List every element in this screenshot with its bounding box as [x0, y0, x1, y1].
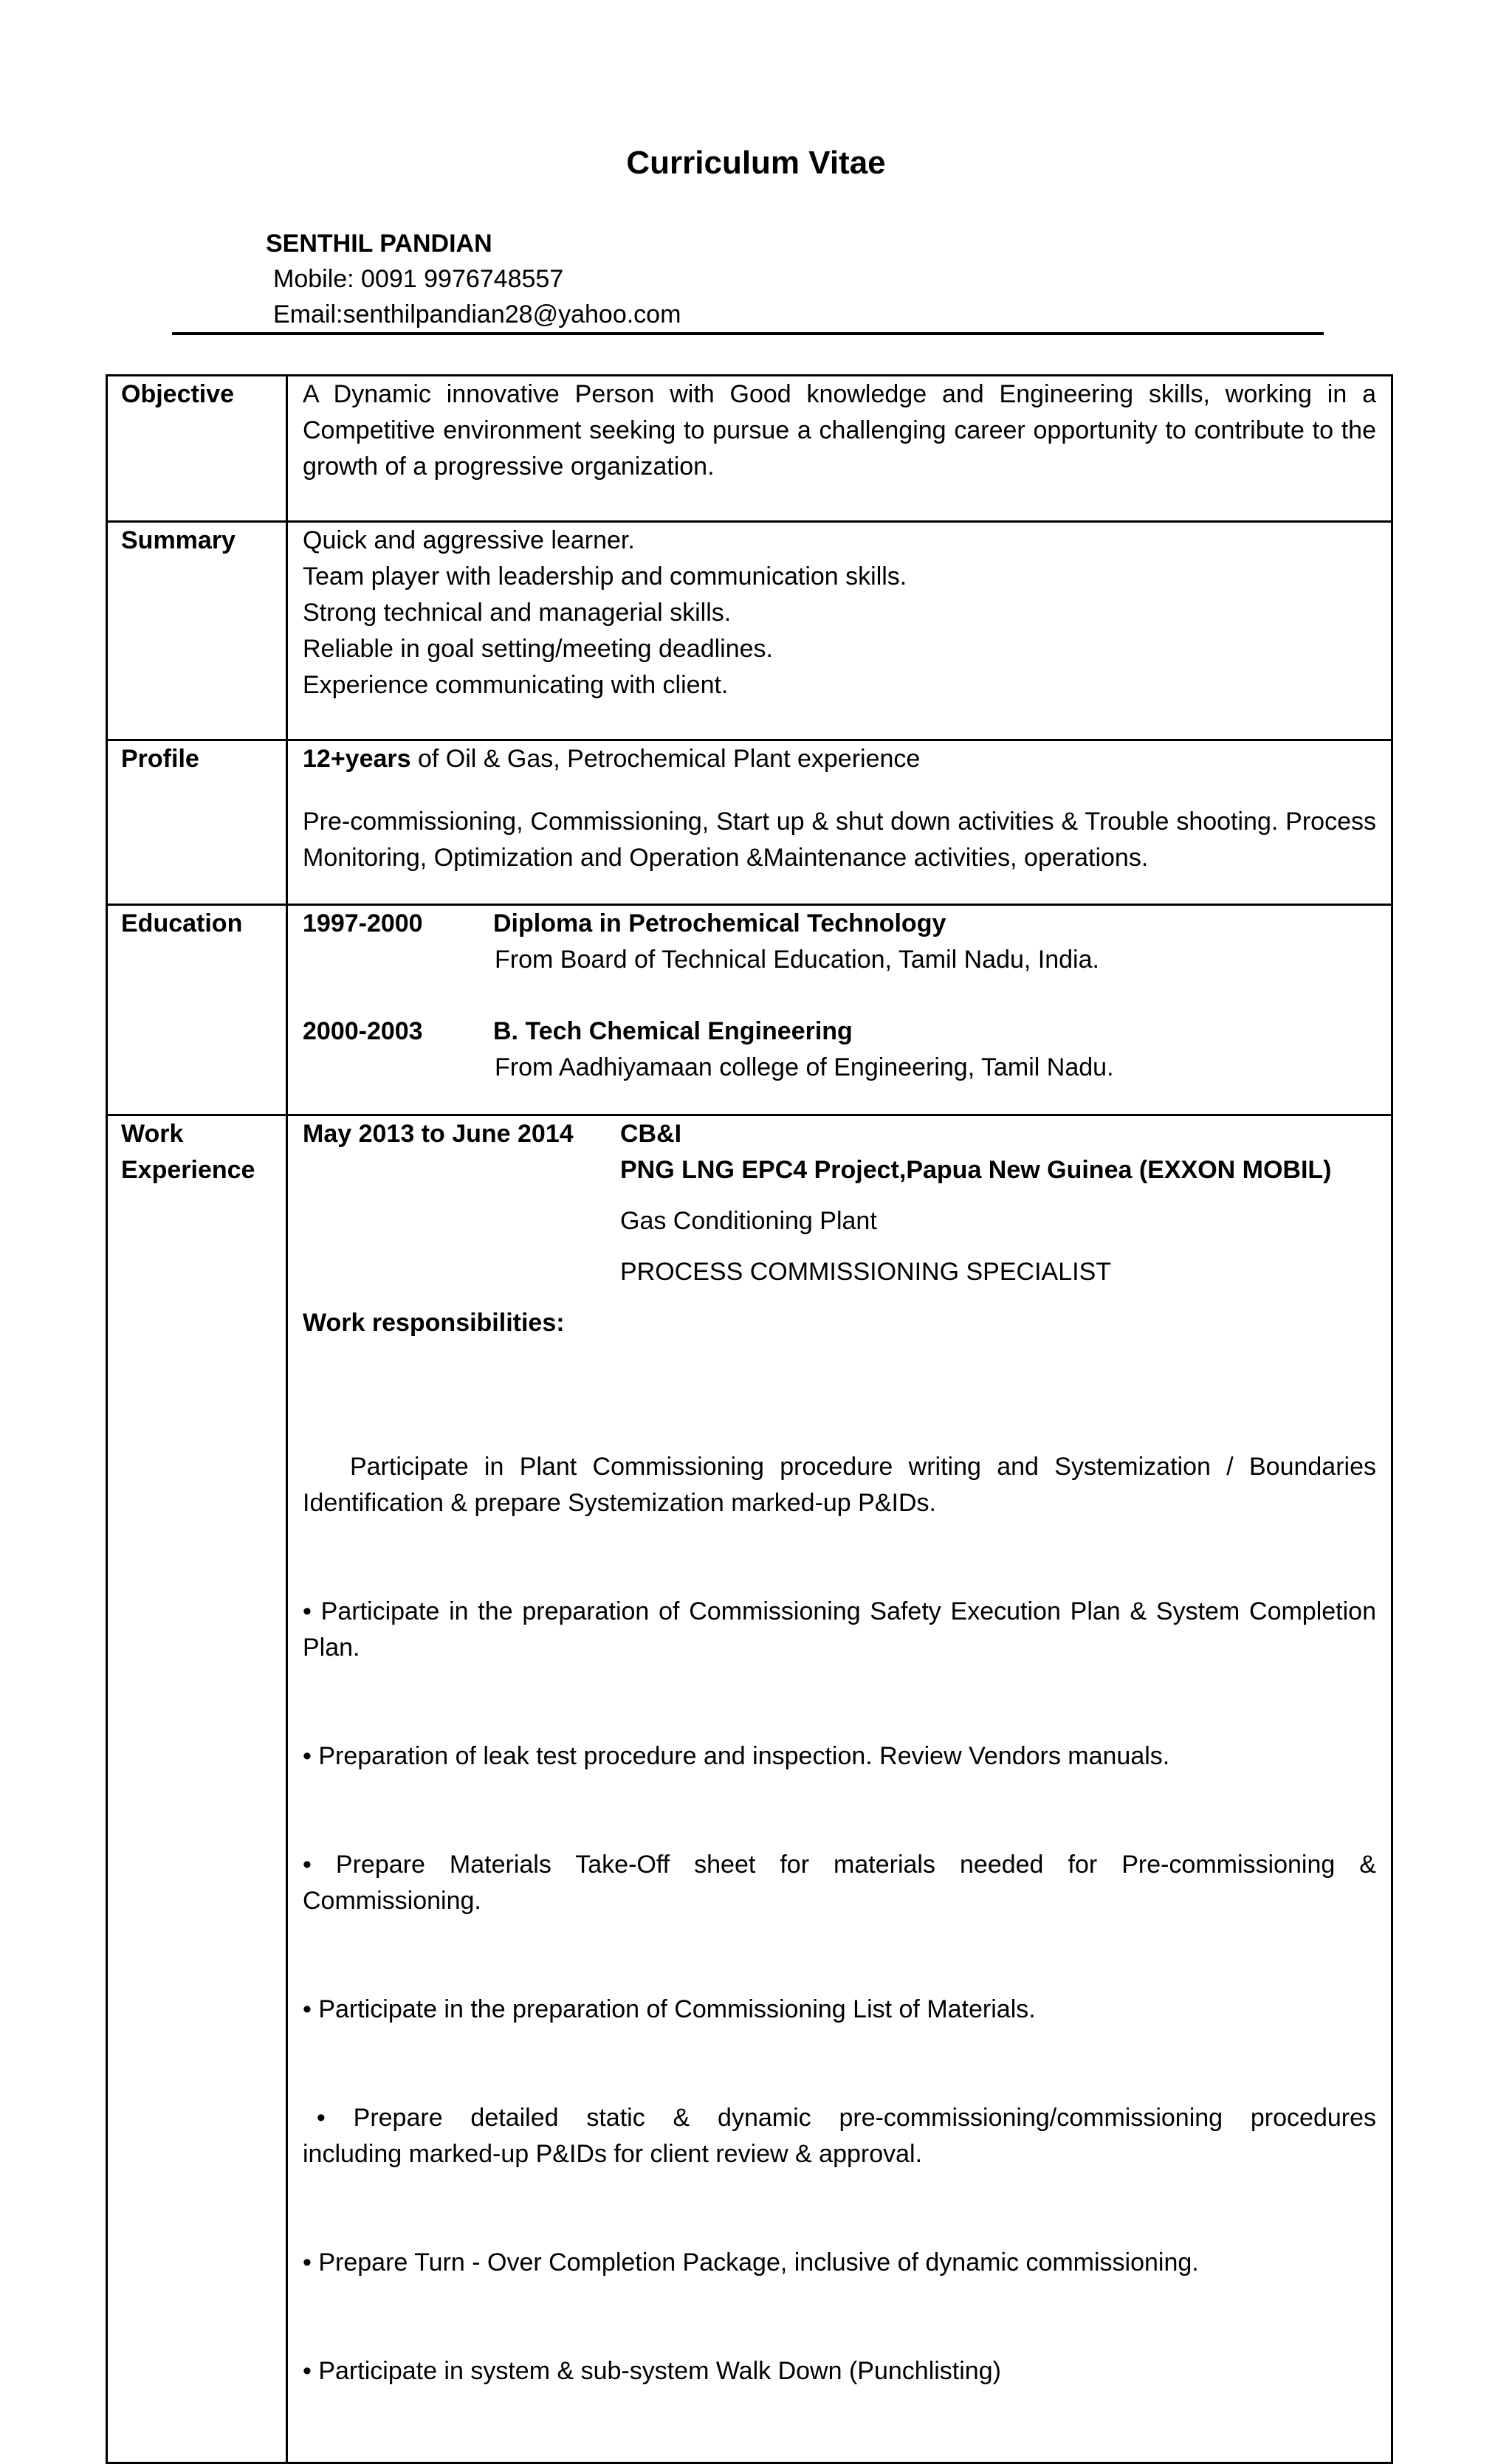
summary-label: Summary — [107, 522, 287, 740]
work-header — [303, 1116, 1376, 1152]
profile-activities: Pre-commissioning, Commissioning, Start up & shut down activities & Trouble shooting. Process Monitoring, Optimization and Operation &Maintenance activities, operations. — [303, 808, 1376, 872]
work-row — [107, 1115, 1392, 2463]
education-institution: From Aadhiyamaan college of Engineering, Tamil Nadu. — [495, 1053, 1114, 1081]
objective-text: A Dynamic innovative Person with Good knowledge and Engineering skills, working in a Competitive environment seeking to pursue a challenging career opportunity to contribute to the growth of a progressive organization. — [287, 376, 1392, 522]
list-item: • Participate in system & sub-system Walk Down (Punchlisting) — [303, 2357, 1001, 2385]
summary-line: Quick and aggressive learner. — [303, 526, 635, 554]
work-label-line1: Work — [121, 1120, 184, 1148]
list-item: Participate in Plant Commissioning procedure writing and Systemization / Boundaries Identification & prepare Systemization marked-up P&IDs. — [303, 1453, 1384, 1517]
education-years: 2000-2003 — [303, 1017, 423, 1045]
education-entry — [303, 906, 1376, 942]
profile-content — [287, 740, 1392, 905]
education-years: 1997-2000 — [303, 909, 423, 937]
work-label — [107, 1115, 287, 2463]
list-item: • Prepare Turn - Over Completion Package, inclusive of dynamic commissioning. — [303, 2248, 1199, 2277]
profile-row — [107, 740, 1392, 905]
contact-header — [266, 226, 681, 332]
responsibilities-list — [303, 1377, 1384, 2462]
responsibilities-heading: Work responsibilities: — [303, 1309, 565, 1337]
work-company: CB&I — [620, 1120, 682, 1148]
work-content — [287, 1115, 1392, 2463]
education-degree: Diploma in Petrochemical Technology — [493, 909, 946, 937]
objective-label: Objective — [107, 376, 287, 522]
summary-line: Experience communicating with client. — [303, 671, 729, 699]
profile-experience-text: of Oil & Gas, Petrochemical Plant experience — [410, 745, 921, 773]
summary-line: Team player with leadership and communication skills. — [303, 562, 907, 591]
summary-row — [107, 522, 1392, 740]
education-degree: B. Tech Chemical Engineering — [493, 1017, 853, 1045]
work-project: PNG LNG EPC4 Project,Papua New Guinea (EXXON MOBIL) — [620, 1156, 1332, 1184]
objective-row — [107, 376, 1392, 522]
education-label: Education — [107, 905, 287, 1115]
work-plant: Gas Conditioning Plant — [620, 1207, 877, 1235]
education-row — [107, 905, 1392, 1115]
list-item: • Prepare Materials Take-Off sheet for materials needed for Pre-commissioning & Commissioning. — [303, 1851, 1384, 1915]
header-divider — [172, 332, 1324, 335]
profile-years: 12+years — [303, 745, 411, 773]
page-title: Curriculum Vitae — [626, 145, 886, 181]
list-item: • Participate in the preparation of Commissioning List of Materials. — [303, 1995, 1036, 2023]
summary-line: Reliable in goal setting/meeting deadlines. — [303, 635, 773, 663]
work-label-line2: Experience — [121, 1156, 255, 1184]
profile-experience — [303, 741, 1376, 777]
education-content — [287, 905, 1392, 1115]
mobile-number: Mobile: 0091 9976748557 — [273, 265, 564, 293]
cv-table — [106, 374, 1393, 2464]
education-entry — [303, 1014, 1376, 1050]
candidate-name: SENTHIL PANDIAN — [266, 230, 492, 258]
education-institution: From Board of Technical Education, Tamil Nadu, India. — [495, 946, 1099, 974]
work-period: May 2013 to June 2014 — [303, 1120, 574, 1148]
list-item: • Participate in the preparation of Commissioning Safety Execution Plan & System Completion Plan. — [303, 1597, 1384, 1662]
summary-content — [287, 522, 1392, 740]
work-role: PROCESS COMMISSIONING SPECIALIST — [620, 1258, 1112, 1286]
summary-line: Strong technical and managerial skills. — [303, 599, 732, 627]
email-address: Email:senthilpandian28@yahoo.com — [273, 300, 681, 328]
list-item: • Prepare detailed static & dynamic pre-commissioning/commissioning procedures including marked-up P&IDs for client review & approval. — [303, 2104, 1384, 2168]
profile-label: Profile — [107, 740, 287, 905]
list-item: • Preparation of leak test procedure and inspection. Review Vendors manuals. — [303, 1742, 1170, 1770]
